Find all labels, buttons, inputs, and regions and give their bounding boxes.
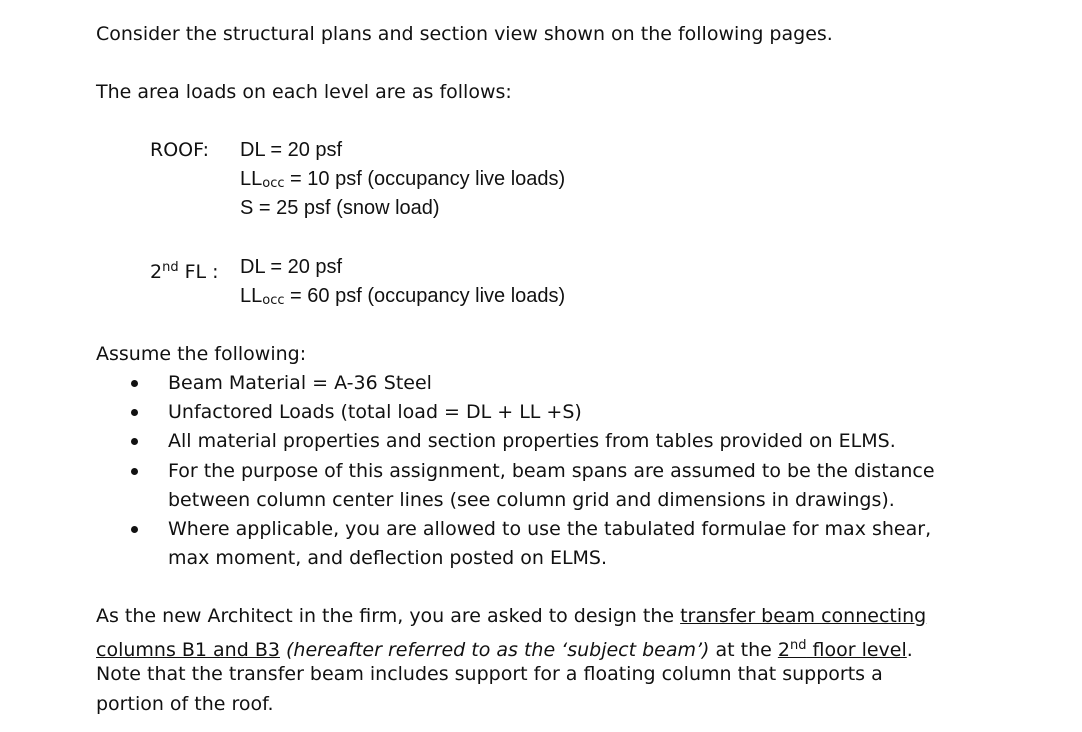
floor-level-num: 2 [777, 639, 790, 661]
closing-line-3: Note that the transfer beam includes support for a floating column that supports a [96, 663, 883, 685]
columns-underline: columns B1 and B3 [96, 639, 280, 661]
assumption-item-continued: max moment, and deflection posted on ELMS. [168, 547, 608, 569]
closing-line-1-text: As the new Architect in the firm, you are asked to design the [96, 605, 681, 627]
bullet-icon [131, 438, 138, 445]
closing-line-2-period: . [906, 639, 913, 661]
intro-text: Consider the structural plans and section view shown on the following pages. [96, 23, 833, 45]
assumption-item-continued: between column center lines (see column grid and dimensions in drawings). [168, 489, 895, 511]
second-floor-label-sup: nd [162, 260, 179, 275]
roof-label: ROOF: [150, 139, 209, 161]
bullet-icon [131, 468, 138, 475]
second-floor-live-load-value: = 60 psf (occupancy live loads) [284, 285, 566, 307]
floor-level-underline [778, 639, 907, 661]
roof-live-load-value: = 10 psf (occupancy live loads) [284, 168, 566, 190]
closing-line-2-text: at the [709, 639, 778, 661]
second-floor-label-rest: FL : [178, 261, 219, 283]
subject-beam-italic: (hereafter referred to as the ‘subject beam’) [279, 639, 710, 661]
roof-live-load-prefix: LL [240, 168, 263, 190]
second-floor-live-load [240, 282, 565, 315]
second-floor-label-num: 2 [150, 261, 163, 283]
assumption-item: All material properties and section properties from tables provided on ELMS. [168, 430, 896, 452]
second-floor-live-load-prefix: LL [240, 285, 263, 307]
closing-line-4: portion of the roof. [96, 693, 274, 715]
floor-level-sup: nd [789, 638, 807, 653]
assumption-item: Where applicable, you are allowed to use the tabulated formulae for max shear, [168, 518, 932, 540]
roof-dead-load: DL = 20 psf [240, 139, 343, 161]
assumption-item: Beam Material = A-36 Steel [168, 372, 432, 394]
second-floor-dead-load: DL = 20 psf [240, 256, 343, 278]
roof-snow-load: S = 25 psf (snow load) [240, 197, 440, 219]
second-floor-live-load-subscript: occ [262, 293, 285, 308]
closing-line-1 [96, 602, 926, 631]
roof-live-load-subscript: occ [262, 176, 285, 191]
transfer-beam-underline: transfer beam connecting [680, 605, 927, 627]
assume-heading: Assume the following: [96, 343, 307, 365]
floor-level-rest: floor level [806, 639, 907, 661]
bullet-icon [131, 526, 138, 533]
second-floor-label [150, 253, 219, 287]
assumption-item: Unfactored Loads (total load = DL + LL +S) [168, 401, 582, 423]
assumption-item: For the purpose of this assignment, beam spans are assumed to be the distance [168, 460, 935, 482]
bullet-icon [131, 409, 138, 416]
bullet-icon [131, 380, 138, 387]
area-loads-heading: The area loads on each level are as follows: [96, 81, 512, 103]
